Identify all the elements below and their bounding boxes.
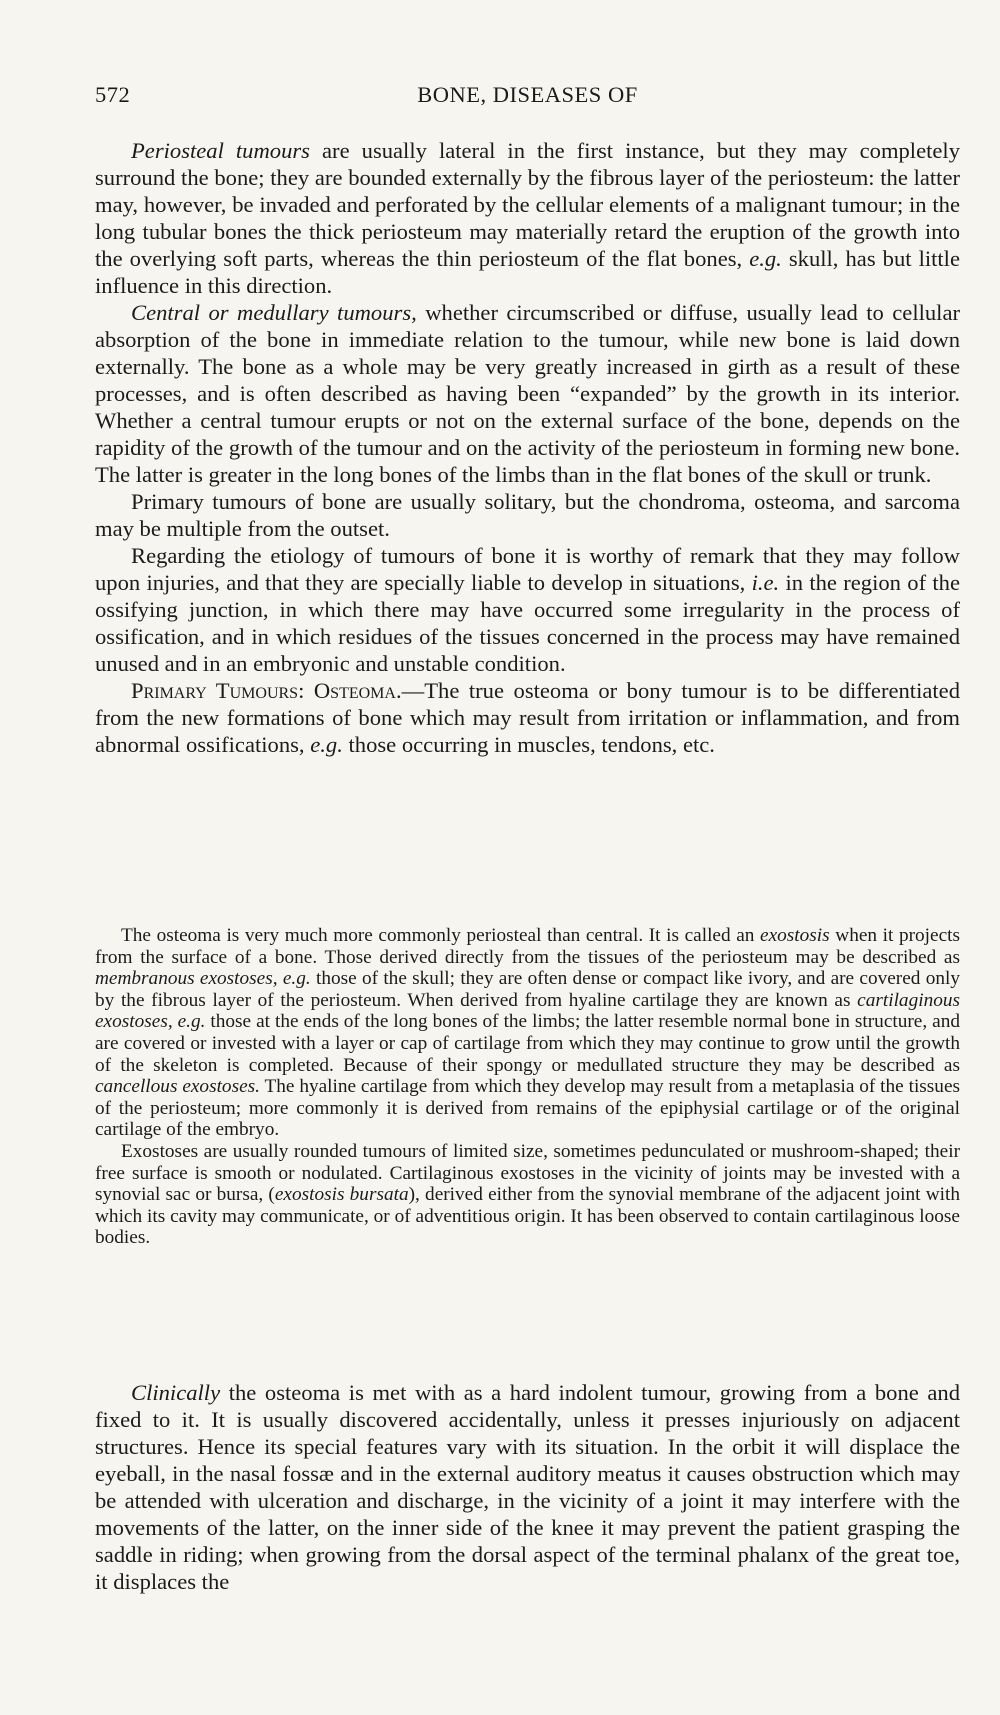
italic-lead: Central or medullary tumours, — [131, 300, 417, 325]
paragraph-text: those occurring in muscles, tendons, etc. — [342, 732, 715, 757]
paragraph-text: Regarding the etiology of tumours of bone it is worthy of remark that they may follow upon injuries, and that they are specially liable to develop in situations, — [95, 543, 960, 595]
italic-term: cartilaginous exostoses, e.g. — [95, 989, 960, 1033]
italic-abbrev: i.e. — [751, 570, 780, 595]
paragraph-text: ), derived either from the synovial membrane of the adjacent joint with which its cavity may communicate, or of adventitious origin. It has been observed to contain cartilaginous loose bodies. — [95, 1184, 960, 1249]
paragraph-text: those at the ends of the long bones of the limbs; the latter resemble normal bone in structure, and are covered or invested with a layer or cap of cartilage from which they may continue to grow until the growth of the skeleton is completed. Because of their spongy or medullated structure they may be described as — [95, 1011, 960, 1076]
clinical-text — [95, 1379, 960, 1595]
paragraph-clinically — [95, 1379, 960, 1595]
paragraph-exostoses-shape — [95, 1141, 960, 1249]
running-head: BONE, DISEASES OF — [417, 82, 638, 107]
main-text — [95, 137, 960, 758]
italic-term: cancellous exostoses. — [95, 1076, 260, 1098]
italic-abbrev: e.g. — [749, 246, 782, 271]
paragraph-etiology — [95, 542, 960, 677]
paragraph-text: skull, has but little influence in this direction. — [95, 246, 960, 298]
paragraph-text: The osteoma is very much more commonly periosteal than central. It is called an — [121, 925, 761, 946]
page-header — [95, 82, 960, 118]
italic-term: membranous exostoses, e.g. — [95, 968, 311, 990]
paragraph-text: are usually lateral in the first instance, but they may completely surround the bone; they are bounded externally by the fibrous layer of the periosteum: the latter may, however, be invaded and perforated by the cellular elements of a malignant tumour; in the long tubular bones the thick periosteum may materially retard the eruption of the growth into the overlying soft parts, whereas the thin periosteum of the flat bones, — [95, 138, 960, 271]
italic-term: exostosis bursata — [274, 1184, 409, 1206]
italic-abbrev: e.g. — [310, 732, 343, 757]
page-number: 572 — [95, 82, 131, 107]
small-print-text — [95, 925, 960, 1249]
paragraph-text: —The true osteoma or bony tumour is to be differentiated from the new formations of bone which may result from irritation or inflammation, and from abnormal ossifications, — [95, 678, 960, 757]
paragraph-text: in the region of the ossifying junction, in which there may have occurred some irregularity in the process of ossification, and in which residues of the tissues concerned in the process may have remained unused and in an embryonic and unstable condition. — [95, 570, 960, 676]
paragraph-periosteal-tumours — [95, 137, 960, 299]
paragraph-primary-tumours — [95, 488, 960, 542]
section-heading: Primary Tumours: Osteoma. — [131, 678, 402, 703]
paragraph-exostosis — [95, 925, 960, 1141]
paragraph-central-tumours — [95, 299, 960, 488]
italic-term: exostosis — [760, 925, 830, 946]
paragraph-text: Exostoses are usually rounded tumours of limited size, sometimes pedunculated or mushroom-shaped; their free surface is smooth or nodulated. Cartilaginous exostoses in the vicinity of joints may be invested with a synovial sac or bursa, ( — [95, 1140, 960, 1206]
paragraph-text: The hyaline cartilage from which they develop may result from a metaplasia of the tissues of the periosteum; more commonly it is derived from remains of the epiphysial cartilage or of the original cartilage of the embryo. — [95, 1076, 961, 1141]
paragraph-osteoma — [95, 677, 960, 758]
paragraph-text: whether circumscribed or diffuse, usually lead to cellular absorption of the bone in immediate relation to the tumour, while new bone is laid down externally. The bone as a whole may be very greatly increased in girth as a result of these processes, and is often described as having been “expanded” by the growth in its interior. Whether a central tumour erupts or not on the external surface of the bone, depends on the rapidity of the growth of the tumour and on the activity of the periosteum in forming new bone. The latter is greater in the long bones of the limbs than in the flat bones of the skull or trunk. — [95, 300, 960, 487]
paragraph-text: when it projects from the surface of a bone. Those derived directly from the tissues of the periosteum may be described as — [95, 925, 961, 968]
italic-lead: Clinically — [131, 1380, 221, 1405]
paragraph-text: those of the skull; they are often dense or compact like ivory, and are covered only by the fibrous layer of the periosteum. When derived from hyaline cartilage they are known as — [95, 968, 960, 1011]
italic-lead: Periosteal tumours — [131, 138, 310, 163]
paragraph-text: the osteoma is met with as a hard indolent tumour, growing from a bone and fixed to it. It is usually discovered accidentally, unless it presses injuriously on adjacent structures. Hence its special features vary with its situation. In the orbit it will displace the eyeball, in the nasal fossæ and in the external auditory meatus it causes obstruction which may be attended with ulceration and discharge, in the vicinity of a joint it may interfere with the movements of the latter, on the inner side of the knee it may prevent the patient grasping the saddle in riding; when growing from the dorsal aspect of the terminal phalanx of the great toe, it displaces the — [95, 1380, 960, 1594]
paragraph-text: Primary tumours of bone are usually solitary, but the chondroma, osteoma, and sarcoma may be multiple from the outset. — [95, 489, 960, 541]
